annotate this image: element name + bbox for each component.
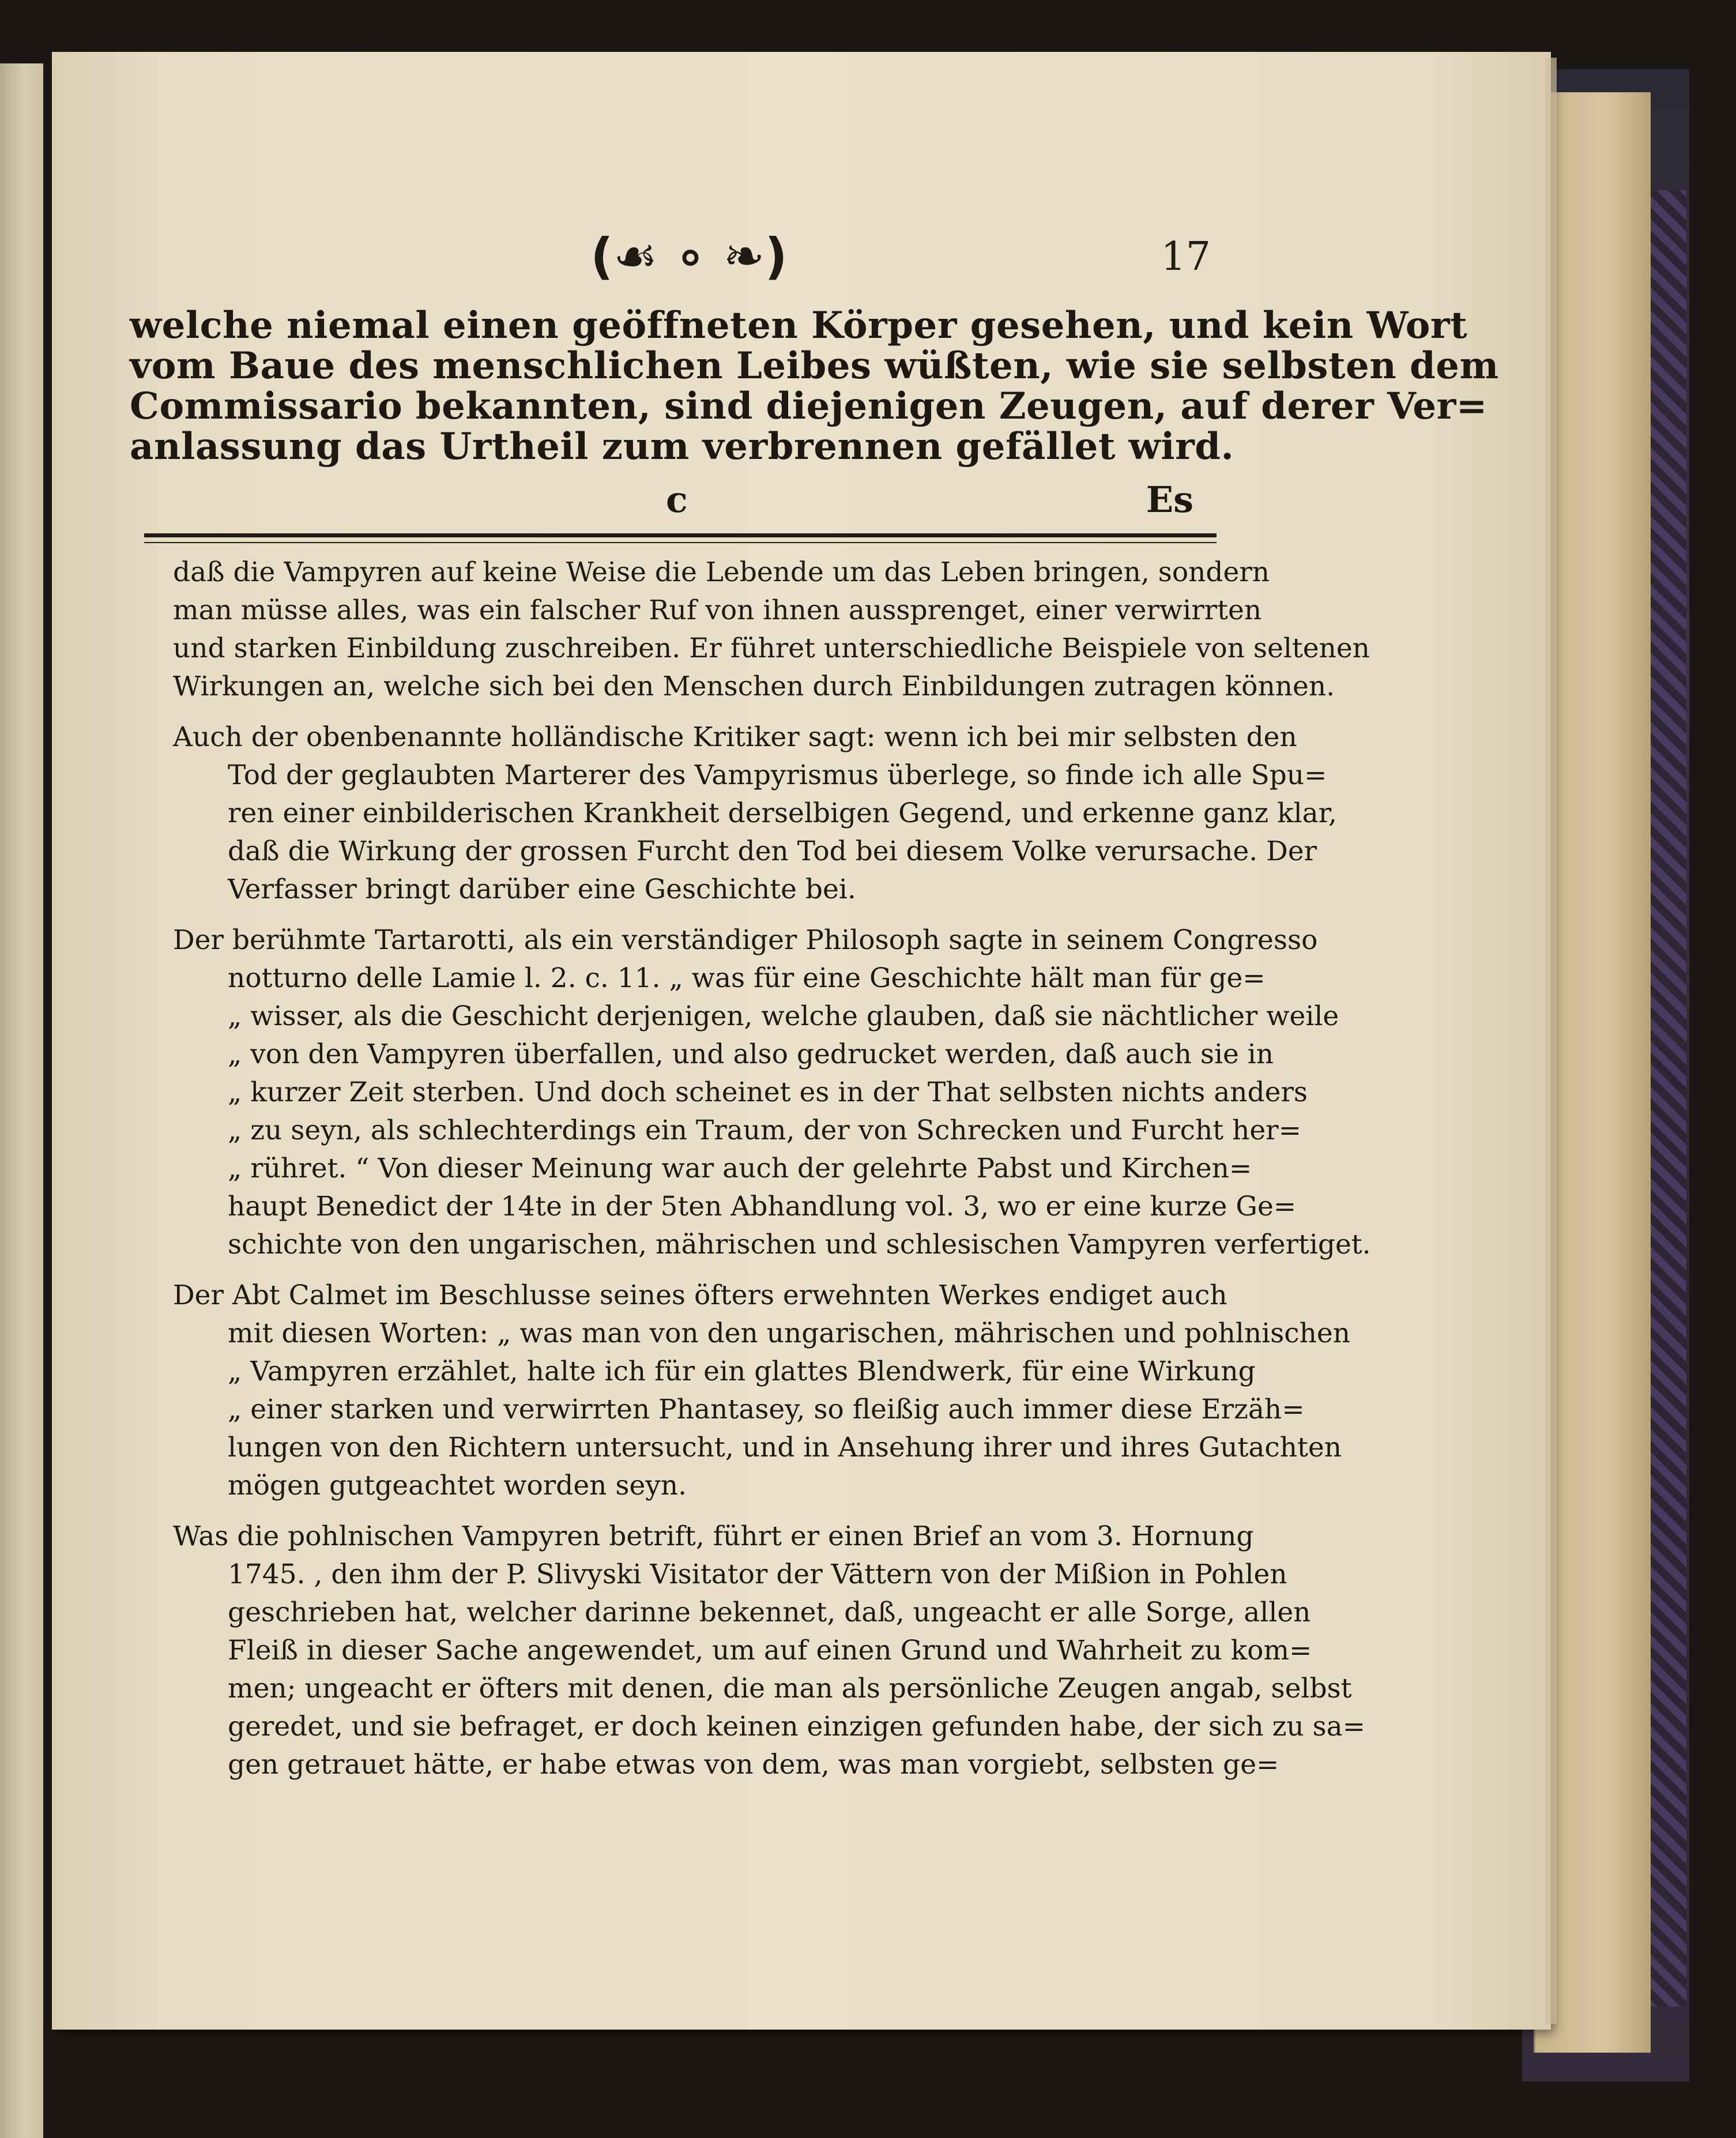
- footnote-line: daß die Vampyren auf keine Weise die Lebende um das Leben bringen, sondern: [173, 556, 1270, 588]
- left-page-edge: [0, 63, 43, 2138]
- footnote-line: Der berühmte Tartarotti, als ein verständiger Philosoph sagte in seinem Congresso: [173, 924, 1318, 956]
- footnote-paragraph: [173, 1518, 1366, 1784]
- main-text-block: [130, 304, 1499, 468]
- page-edge-shadow: [1545, 58, 1557, 2024]
- footnote-line: Fleiß in dieser Sache angewendet, um auf einen Grund und Wahrheit zu kom=: [228, 1635, 1312, 1666]
- header-ornament: (☙ ∘ ❧): [590, 228, 788, 285]
- footnote-rule: [144, 533, 1217, 537]
- footnote-line: Wirkungen an, welche sich bei den Menschen durch Einbildungen zutragen können.: [173, 671, 1335, 702]
- footnote-line: „ von den Vampyren überfallen, und also gedrucket werden, daß auch sie in: [228, 1038, 1274, 1070]
- footnote-line: „ einer starken und verwirrten Phantasey, so fleißig auch immer diese Erzäh=: [228, 1394, 1305, 1425]
- footnote-line: daß die Wirkung der grossen Furcht den Tod bei diesem Volke verursache. Der: [228, 835, 1317, 867]
- footnote-line: haupt Benedict der 14te in der 5ten Abhandlung vol. 3, wo er eine kurze Ge=: [228, 1191, 1297, 1222]
- signature-row: [130, 479, 1217, 525]
- footnote-line: notturno delle Lamie l. 2. c. 11. „ was für eine Geschichte hält man für ge=: [228, 962, 1266, 994]
- footnote-line: man müsse alles, was ein falscher Ruf von ihnen aussprenget, einer verwirrten: [173, 594, 1262, 626]
- footnote-line: geschrieben hat, welcher darinne bekennet, daß, ungeacht er alle Sorge, allen: [228, 1597, 1311, 1628]
- footnote-line: Was die pohlnischen Vampyren betrift, führt er einen Brief an vom 3. Hornung: [173, 1520, 1254, 1552]
- footnote-line: lungen von den Richtern untersucht, und in Ansehung ihrer und ihres Gutachten: [228, 1432, 1342, 1463]
- footnote-line: „ zu seyn, als schlechterdings ein Traum, der von Schrecken und Furcht her=: [228, 1115, 1302, 1146]
- catchword: Es: [1146, 479, 1193, 521]
- main-text-line: vom Baue des menschlichen Leibes wüßten, wie sie selbsten dem: [130, 344, 1499, 387]
- footnote-rule-thin: [144, 542, 1217, 543]
- footnote-line: gen getrauet hätte, er habe etwas von dem, was man vorgiebt, selbsten ge=: [228, 1749, 1279, 1781]
- footnote-line: „ kurzer Zeit sterben. Und doch scheinet es in der That selbsten nichts anders: [228, 1076, 1308, 1108]
- footnote-line: geredet, und sie befraget, er doch keinen einzigen gefunden habe, der sich zu sa=: [228, 1711, 1366, 1742]
- main-text-line: anlassung das Urtheil zum verbrennen gefället wird.: [130, 425, 1234, 468]
- page-header: [173, 228, 1217, 294]
- marbled-cover-pattern: [1646, 190, 1686, 2007]
- footnote-paragraph: [173, 921, 1371, 1264]
- footnote-line: mit diesen Worten: „ was man von den ungarischen, mährischen und pohlnischen: [228, 1318, 1350, 1349]
- main-text-line: welche niemal einen geöffneten Körper gesehen, und kein Wort: [130, 304, 1468, 347]
- footnote-line: ren einer einbilderischen Krankheit derselbigen Gegend, und erkenne ganz klar,: [228, 797, 1337, 829]
- page-number: 17: [1161, 234, 1211, 280]
- footnote-line: „ wisser, als die Geschicht derjenigen, welche glauben, daß sie nächtlicher weile: [228, 1000, 1339, 1032]
- footnote-line: mögen gutgeachtet worden seyn.: [228, 1470, 687, 1501]
- footnote-line: „ rühret. “ Von dieser Meinung war auch der gelehrte Pabst und Kirchen=: [228, 1153, 1252, 1184]
- footnote-line: Tod der geglaubten Marterer des Vampyrismus überlege, so finde ich alle Spu=: [228, 759, 1327, 791]
- footnote-block: [173, 554, 1371, 1797]
- footnote-paragraph: [173, 718, 1337, 909]
- footnote-line: Auch der obenbenannte holländische Kritiker sagt: wenn ich bei mir selbsten den: [173, 721, 1297, 753]
- footnote-line: Der Abt Calmet im Beschlusse seines öfters erwehnten Werkes endiget auch: [173, 1279, 1227, 1311]
- footnote-line: und starken Einbildung zuschreiben. Er führet unterschiedliche Beispiele von seltenen: [173, 633, 1370, 664]
- signature-mark: c: [666, 479, 688, 521]
- footnote-line: „ Vampyren erzählet, halte ich für ein glattes Blendwerk, für eine Wirkung: [228, 1356, 1256, 1387]
- footnote-paragraph: [173, 1277, 1350, 1505]
- main-text-line: Commissario bekannten, sind diejenigen Zeugen, auf derer Ver=: [130, 385, 1488, 428]
- footnote-line: men; ungeacht er öfters mit denen, die man als persönliche Zeugen angab, selbst: [228, 1673, 1352, 1704]
- footnote-line: 1745. , den ihm der P. Slivyski Visitator der Vättern von der Mißion in Pohlen: [228, 1559, 1287, 1590]
- footnote-line: Verfasser bringt darüber eine Geschichte bei.: [228, 874, 856, 905]
- footnote-paragraph: [173, 554, 1370, 706]
- footnote-line: schichte von den ungarischen, mährischen und schlesischen Vampyren verfertiget.: [228, 1229, 1371, 1260]
